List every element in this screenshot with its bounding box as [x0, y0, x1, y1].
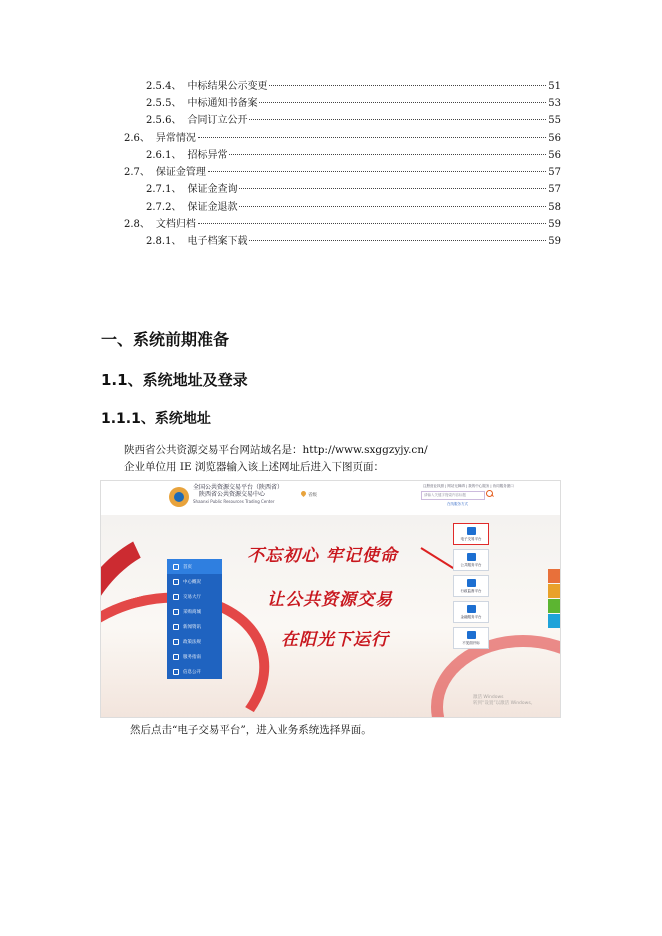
nav-item-label: 服务指南 [183, 654, 201, 660]
monitor-icon [467, 579, 476, 587]
nav-item-label: 信息公开 [183, 669, 201, 675]
toc-number: 2.7.1、 [146, 184, 182, 195]
toc-number: 2.6、 [124, 133, 150, 144]
toc-title: 保证金管理 [155, 167, 206, 178]
platform-button[interactable] [453, 627, 489, 649]
location-pin-icon [300, 490, 307, 497]
toc-entry[interactable] [146, 115, 561, 127]
nav-item-icon [173, 654, 179, 660]
nav-item[interactable] [167, 604, 222, 619]
toc-page: 55 [548, 115, 561, 126]
toc-title: 中标通知书备案 [187, 98, 258, 109]
nav-item[interactable] [167, 664, 222, 679]
toc-number: 2.7、 [124, 167, 150, 178]
nav-item-icon [173, 579, 179, 585]
toc-leader [208, 171, 546, 172]
monitor-icon [467, 631, 476, 639]
nav-item-icon [173, 564, 179, 570]
toc-leader [269, 85, 546, 86]
platform-label: 金融服务平台 [460, 615, 482, 619]
nav-item-icon [173, 609, 179, 615]
location-selector[interactable] [301, 491, 317, 498]
search-icon[interactable] [486, 490, 493, 497]
toc-page: 56 [548, 133, 561, 144]
toc-entry[interactable] [146, 98, 561, 110]
nav-item-icon [173, 639, 179, 645]
nav-item-label: 中心概况 [183, 579, 201, 585]
windows-watermark [473, 695, 535, 707]
toc-entry[interactable] [146, 81, 561, 93]
toc-title: 文档归档 [155, 219, 196, 230]
heading-2: 1.1、系统地址及登录 [101, 371, 248, 389]
toc-page: 51 [548, 81, 561, 92]
nav-item[interactable] [167, 559, 222, 574]
nav-item-icon [173, 624, 179, 630]
nav-item[interactable] [167, 619, 222, 634]
top-icon[interactable] [548, 614, 561, 628]
platform-button[interactable] [453, 601, 489, 623]
monitor-icon [467, 527, 476, 535]
toc-leader [229, 154, 546, 155]
mail-icon[interactable] [548, 569, 561, 583]
nav-item[interactable] [167, 589, 222, 604]
platform-label: 公共服务平台 [460, 563, 482, 567]
toc-title: 招标异常 [187, 150, 228, 161]
toc-title: 保证金退款 [187, 202, 238, 213]
site-header [101, 481, 561, 515]
toc-number: 2.7.2、 [146, 202, 182, 213]
paragraph-next-step: 然后点击“电子交易平台”，进入业务系统选择界面。 [130, 724, 372, 736]
site-search-input[interactable]: 请输入关键字搜索内容标题 [421, 491, 485, 500]
nav-item[interactable] [167, 574, 222, 589]
toc-title: 异常情况 [155, 133, 196, 144]
website-screenshot [100, 480, 561, 718]
toc-entry[interactable] [124, 167, 561, 179]
pointer-arrow [420, 547, 453, 569]
toc-page: 57 [548, 167, 561, 178]
toc-leader [239, 206, 546, 207]
paragraph-instruction: 企业单位用 IE 浏览器输入该上述网址后进入下图页面： [124, 461, 384, 473]
chat-icon[interactable] [548, 584, 561, 598]
nav-item-label: 交易大厅 [183, 594, 201, 600]
site-nav-menu [167, 559, 222, 679]
service-link[interactable]: 在线服务方式 [447, 502, 468, 506]
platform-button[interactable] [453, 549, 489, 571]
toc-entry[interactable] [146, 184, 561, 196]
platform-label: 行政监督平台 [460, 589, 482, 593]
nav-item-label: 采购商城 [183, 609, 201, 615]
watermark-line-2: 转到“设置”以激活 Windows。 [473, 701, 536, 706]
toc-entry[interactable] [146, 202, 561, 214]
top-links[interactable]: 注册营业执照 | 网站无障碍 | 我的中心服务 | 协同服务窗口 [423, 484, 514, 488]
toc-page: 58 [548, 202, 561, 213]
toc-leader [239, 188, 546, 189]
site-logo-text [193, 484, 283, 505]
nav-item-icon [173, 594, 179, 600]
heading-3: 1.1.1、系统地址 [101, 411, 211, 427]
watermark-line-1: 激活 Windows [473, 695, 504, 700]
toc-title: 中标结果公示变更 [187, 81, 268, 92]
toc-leader [198, 223, 546, 224]
site-logo-icon [169, 487, 189, 507]
toc-entry[interactable] [124, 133, 561, 145]
toc-title: 合同订立公开 [187, 115, 248, 126]
toc-entry[interactable] [146, 236, 561, 248]
toc-number: 2.5.4、 [146, 81, 182, 92]
slogan-line-1: 不忘初心 牢记使命 [247, 546, 398, 566]
platform-label: 电子交易平台 [460, 537, 482, 541]
toc-number: 2.8、 [124, 219, 150, 230]
slogan-line-3: 在阳光下运行 [281, 630, 389, 650]
toc-page: 57 [548, 184, 561, 195]
paragraph-domain: 陕西省公共资源交易平台网站域名是：http://www.sxggzyjy.cn/ [124, 444, 428, 456]
platform-label: 不见面开标 [462, 641, 480, 645]
toc-page: 53 [548, 98, 561, 109]
toc-leader [198, 137, 546, 138]
toc-number: 2.5.6、 [146, 115, 182, 126]
hero-banner [101, 515, 561, 718]
location-label: 省级 [308, 493, 317, 498]
nav-item-label: 首页 [183, 564, 192, 570]
toc-page: 56 [548, 150, 561, 161]
slogan-line-2: 让公共资源交易 [267, 590, 393, 610]
toc-leader [259, 102, 546, 103]
nav-item[interactable] [167, 634, 222, 649]
logo-english: Shaanxi Public Resources Trading Center [193, 499, 275, 504]
nav-item-icon [173, 669, 179, 675]
toc-number: 2.6.1、 [146, 150, 182, 161]
toc-page: 59 [548, 219, 561, 230]
toc-title: 保证金查询 [187, 184, 238, 195]
monitor-icon [467, 605, 476, 613]
toc-leader [249, 119, 546, 120]
heading-1: 一、系统前期准备 [101, 330, 230, 349]
logo-line-1: 全国公共资源交易平台（陕西省） [193, 484, 284, 491]
toc-leader [249, 240, 546, 241]
logo-line-2: 陕西省公共资源交易中心 [199, 491, 266, 498]
nav-item[interactable] [167, 649, 222, 664]
toc-number: 2.8.1、 [146, 236, 182, 247]
phone-icon[interactable] [548, 599, 561, 613]
electronic-trading-platform-button[interactable] [453, 523, 489, 545]
nav-item-label: 新闻资讯 [183, 624, 201, 630]
toc-entry[interactable] [146, 150, 561, 162]
nav-item-label: 政策法规 [183, 639, 201, 645]
toc-title: 电子档案下载 [187, 236, 248, 247]
monitor-icon [467, 553, 476, 561]
platform-button[interactable] [453, 575, 489, 597]
toc-entry[interactable] [124, 219, 561, 231]
toc-page: 59 [548, 236, 561, 247]
toc-number: 2.5.5、 [146, 98, 182, 109]
